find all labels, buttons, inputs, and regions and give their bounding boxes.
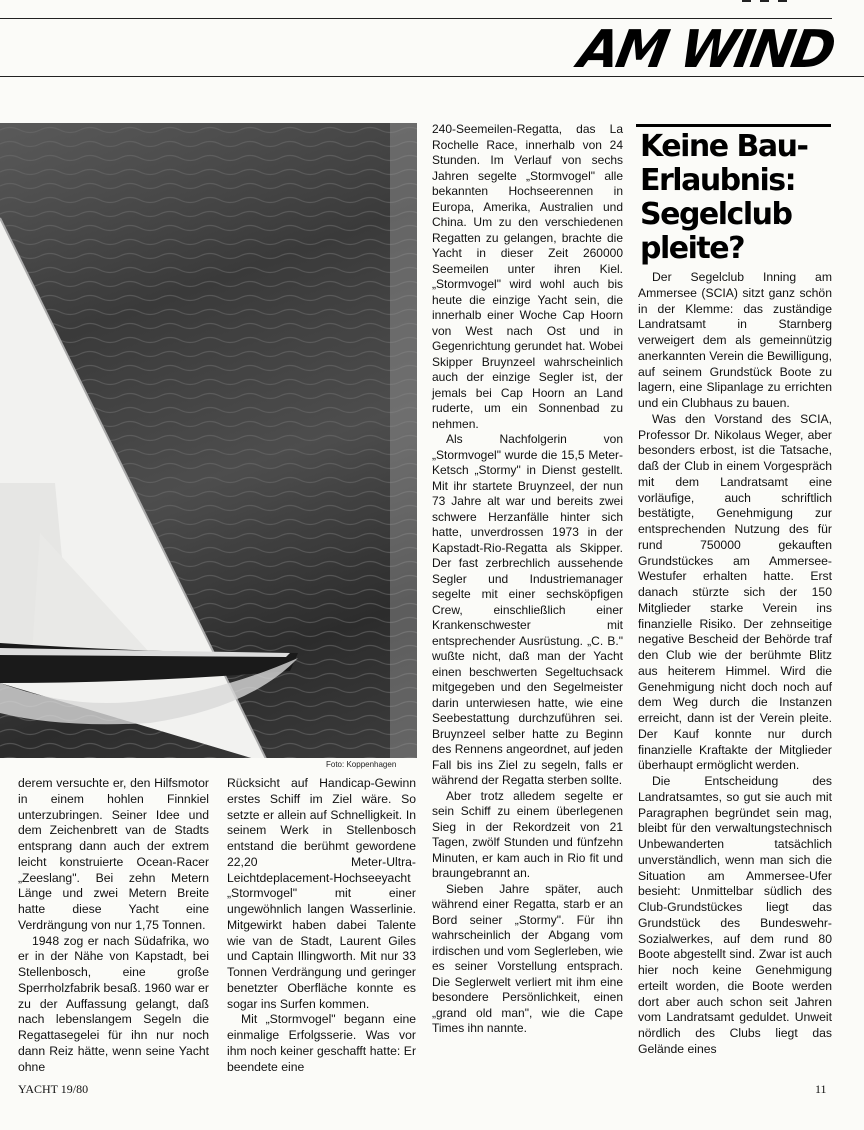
headline-bar — [636, 124, 831, 127]
paragraph: Sieben Jahre später, auch während einer Regatta, starb er an Bord seiner „Stormy". Für ihn wahrscheinlich der Abgang vom irdischen und vom Seglerleben, wie es seiner Vorstellung entsprach. Die Seglerwelt verliert mit ihm eine besondere Persönlichkeit, einen „grand old man", wie die Cape Times ihn nannte. — [432, 881, 623, 1035]
paragraph: Die Entscheidung des Landratsamtes, so gut sie auch mit Paragraphen begründet sein mag, bleibt für den verwaltungstechnisch Unbewanderten tatsächlich unverständlich, wenn man sich die Situation am Ammersee-Ufer besieht: Unmittelbar südlich des Club-Grundstückes liegt das Grundstück des Bundeswehr-Sozialwerkes, auf dem rund 80 Boote abgestellt sind. Zwar ist auch hier noch keine Genehmigung erteilt worden, die Boote werden dort aber auch schon seit Jahren vom Landratsamt geduldet. Unweit nördlich des Clubs liegt das Gelände eines — [638, 774, 832, 1056]
headline-line: Segelclub — [640, 197, 792, 232]
news-column — [638, 270, 832, 1058]
headline-line: pleite? — [640, 231, 744, 266]
paragraph: derem versuchte er, den Hilfsmotor in einem hohlen Finnkiel unterzubringen. Seiner Idee und dem Zeichenbrett van de Stadts entsprang dann auch der extrem leicht konstruierte Ocean-Racer „Zeeslang". Bei zehn Metern Länge und zwei Metern Breite hatte diese Yacht eine Verdrängung von nur 1,75 Tonnen. — [18, 776, 209, 932]
paragraph: Der Segelclub Inning am Ammersee (SCIA) sitzt ganz schön in der Klemme: das zuständige Landratsamt in Starnberg verweigert dem als gemeinnützig anerkannten Verein die Bewilligung, auf seinem Grundstück Boote zu lagern, eine Slipanlage zu errichten und ein Clubhaus zu bauen. — [638, 270, 832, 410]
sailing-photo — [0, 123, 417, 758]
issue-label: YACHT 19/80 — [18, 1082, 89, 1096]
article-column-1 — [18, 776, 209, 1075]
paragraph: 240-Seemeilen-Regatta, das La Rochelle Race, innerhalb von 24 Stunden. Im Verlauf von sechs Jahren segelte „Stormvogel" alle bekannten Hochseerennen in Europa, Amerika, Australien und China. Um zu den verschiedenen Regatten zu gelangen, brachte die Yacht in dieser Zeit 260000 Seemeilen unter ihren Kiel. „Stormvogel" wird wohl auch bis heute die einzige Yacht sein, die innerhalb einer Woche Cap Hoorn von West nach Ost und in Gegenrichtung gerundet hat. Wobei Skipper Bruynzeel wahrscheinlich auch der einzige Segler ist, der jemals bei Cap Hoorn an Land ruderte, um ein Sonnenbad zu nehmen. — [432, 122, 623, 431]
corner-mark — [760, 0, 769, 2]
paragraph: Mit „Stormvogel" begann eine einmalige Erfolgsserie. Was vor ihm noch keiner geschafft hatte: Er beendete eine — [227, 1012, 416, 1074]
paragraph: Rücksicht auf Handicap-Gewinn erstes Schiff im Ziel wäre. So setzte er allein auf Schnelligkeit. In seinem Werk in Stellenbosch entstand die berühmt gewordene 22,20 Meter-Ultra-Leichtdeplacement-Hochseeyacht „Stormvogel" mit einer ungewöhnlich langen Wasserlinie. Mitgewirkt haben dabei Talente wie van de Stadt, Laurent Giles und Captain Illingworth. Mit nur 33 Tonnen Verdrängung und geringer benetzter Oberfläche konnte es sogar ins Surfen kommen. — [227, 776, 416, 1011]
corner-mark — [778, 0, 787, 2]
paragraph: Aber trotz alledem segelte er sein Schiff zu einem überlegenen Sieg in der Rekordzeit von 21 Tagen, zwölf Stunden und fünfzehn Minuten, er kam auch in Rio fit und braungebrannt an. — [432, 788, 623, 880]
page-number: 11 — [815, 1082, 827, 1096]
photo-credit: Foto: Koppenhagen — [326, 760, 397, 769]
news-headline — [640, 130, 830, 266]
paragraph: 1948 zog er nach Südafrika, wo er in der Nähe von Kapstadt, bei Stellenbosch, eine große Sperrholzfabrik besaß. 1960 war er zu der Auffassung gelangt, daß nach lebenslangem Segeln die Regattasegelei für ihn nur noch dann Reiz hätte, wenn seine Yacht ohne — [18, 933, 209, 1074]
yacht-image — [0, 123, 417, 758]
top-rule — [0, 18, 832, 19]
paragraph: Als Nachfolgerin von „Stormvogel" wurde die 15,5 Meter-Ketsch „Stormy" in Dienst gestellt. Mit ihr startete Bruynzeel, der nun 73 Jahre alt war und bereits zwei schwere Herzanfälle hinter sich hatte, unverdrossen 1973 in der Kapstadt-Rio-Regatta als Skipper. Der fast zerbrechlich aussehende Segler und Industriemanager segelte mit einer sechsköpfigen Crew, einschließlich einer Krankenschwester mit entsprechender Ausrüstung. „C. B." wußte nicht, daß man der Yacht einen beschwerten Segeltuchsack mitgegeben und den Segelmeister darin unterwiesen hatte, wie eine Seebestattung durchzuführen sei. Bruynzeel selber hatte zu Beginn des Rennens angeordnet, auf jeden Fall bis ins Ziel zu segeln, falls er während der Regatta sterben sollte. — [432, 432, 623, 787]
corner-mark — [742, 0, 751, 2]
article-column-2 — [227, 776, 416, 1075]
headline-line: Keine Bau- — [640, 129, 808, 164]
article-column-3 — [432, 122, 623, 1037]
headline-line: Erlaubnis: — [640, 163, 796, 198]
paragraph: Was den Vorstand des SCIA, Professor Dr. Nikolaus Weger, aber besonders erbost, ist die Tatsache, daß der Club in einem Vorgespräch mit dem Landratsamt eine vorläufige, auch schriftlich bestätigte, Genehmigung zur entsprechenden Nutzung des für rund 750000 gekauften Grundstückes am Ammersee-Westufer erhalten hatte. Erst danach stürzte sich der 150 Mitglieder starke Verein ins finanzielle Risiko. Der zehnseitige negative Bescheid der Behörde traf den Club wie der berühmte Blitz aus heiterem Himmel. Wird die Genehmigung nicht doch noch auf dem Weg durch die Instanzen erreicht, dann ist der Verein pleite. Der Kauf konnte nur durch finanzielle Kraftakte der Mitglieder überhaupt ermöglicht werden. — [638, 411, 832, 773]
section-title: AM WIND — [574, 20, 838, 80]
